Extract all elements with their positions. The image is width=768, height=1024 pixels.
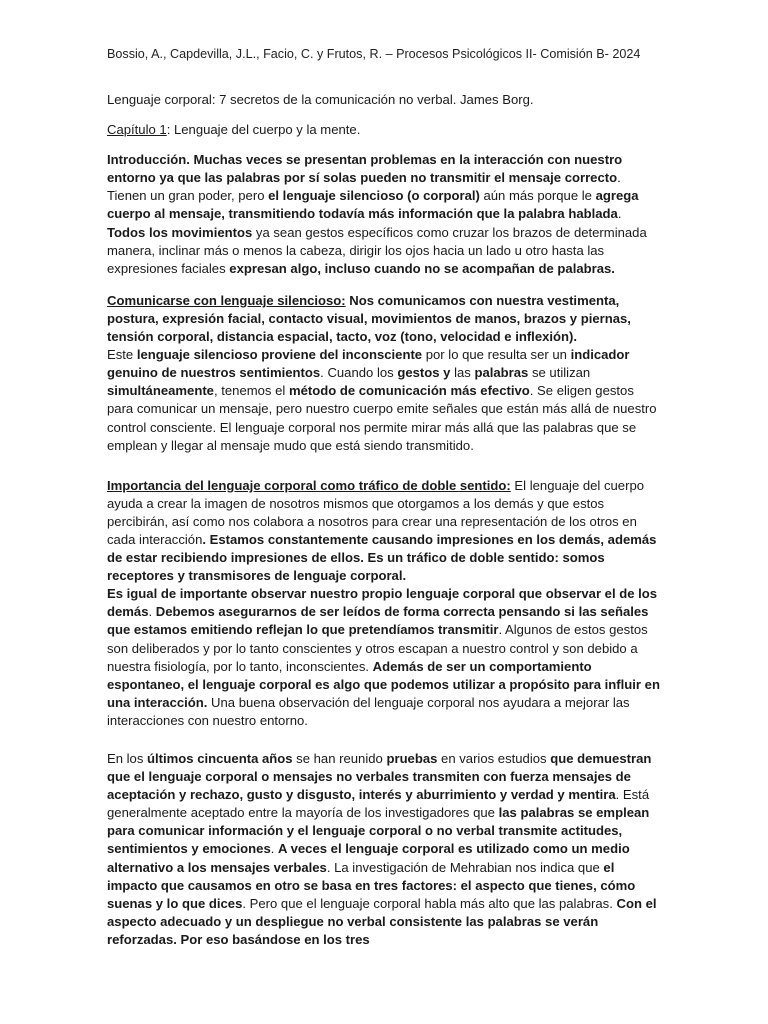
text-run: aún más porque le: [479, 188, 596, 204]
text-run: indicador genuino de nuestros sentimientos: [107, 347, 630, 381]
text-run: agrega cuerpo al mensaje, transmitiendo todavía más información que la palabra hablada: [107, 188, 639, 222]
text-run: Debemos asegurarnos de ser leídos de forma correcta pensando si las señales que estamos emitiendo reflejan lo que pretendíamos transmitir: [107, 604, 649, 638]
text-run: gestos y: [397, 365, 451, 381]
chapter-line: [107, 121, 663, 139]
text-run: en varios estudios: [437, 751, 551, 766]
section-heading: Comunicarse con lenguaje silencioso:: [107, 292, 346, 308]
silent-language-paragraph: [107, 292, 663, 455]
text-run: Introducción. Muchas veces se presentan problemas en la interacción con nuestro entorno ya que las palabras por sí solas pueden no transmitir el mensaje correcto: [107, 152, 623, 186]
text-run: Es igual de importante observar nuestro propio lenguaje corporal que observar el de los demás: [107, 586, 658, 620]
chapter-title: : Lenguaje del cuerpo y la mente.: [166, 122, 361, 138]
text-run: . Estamos constantemente causando impresiones en los demás, además de estar recibiendo impresiones de ellos. Es un tráfico de doble sentido: somos receptores y transmisores de lenguaje corporal.: [107, 531, 657, 584]
text-run: , tenemos el: [213, 383, 289, 399]
text-run: ya sean gestos específicos como cruzar los brazos de determinada manera, inclinar más o menos la cabeza, dirigir los ojos hacia un lado u otro hasta las expresiones faciales: [107, 224, 647, 276]
text-run: . Pero que el lenguaje corporal habla más alto que las palabras.: [242, 895, 617, 911]
text-run: Además de ser un comportamiento espontaneo, el lenguaje corporal es algo que podemos utilizar a propósito para influir en una interacción.: [107, 658, 660, 710]
text-run: A veces el lenguaje corporal es utilizado como un medio alternativo a los mensajes verbales: [107, 841, 630, 875]
document-title: Lenguaje corporal: 7 secretos de la comunicación no verbal. James Borg.: [107, 92, 534, 107]
text-run: lenguaje silencioso proviene del inconsciente: [136, 347, 423, 363]
text-run: el lenguaje silencioso (o corporal): [268, 188, 480, 204]
text-run: Nos comunicamos con nuestra vestimenta, postura, expresión facial, contacto visual, movimientos de manos, brazos y piernas, tensión corporal, distancia espacial, tacto, voz (tono, velocidad e inflexión).: [107, 292, 631, 345]
section-heading: Importancia del lenguaje corporal como tráfico de doble sentido:: [107, 477, 511, 493]
text-run: se utilizan: [528, 365, 591, 381]
text-run: Todos los movimientos: [107, 224, 253, 240]
text-run: palabras: [474, 365, 529, 381]
text-run: Este: [107, 347, 137, 363]
text-run: . La investigación de Mehrabian nos indica que: [326, 859, 604, 875]
page-header: Bossio, A., Capdevilla, J.L., Facio, C. y Frutos, R. – Procesos Psicológicos II- Comisión B- 2024: [107, 47, 641, 61]
intro-paragraph: [107, 151, 663, 278]
text-run: . Cuando los: [320, 365, 398, 381]
text-run: . Algunos de estos gestos son deliberados y por lo tanto conscientes y otros escapan a nuestro control y son debido a nuestra fisiología, por lo tanto, inconscientes.: [107, 622, 648, 674]
text-run: .: [148, 604, 156, 620]
text-run: expresan algo, incluso cuando no se acompañan de palabras.: [229, 260, 615, 276]
text-run: las: [450, 365, 475, 381]
text-run: .: [270, 841, 279, 857]
studies-paragraph: [107, 750, 663, 949]
text-run: simultáneamente: [107, 383, 214, 399]
text-run: se han reunido: [292, 751, 387, 766]
text-run: pruebas: [386, 751, 438, 766]
text-run: . Tienen un gran poder, pero: [107, 170, 621, 204]
text-run: .: [617, 206, 622, 222]
document-body: [107, 91, 663, 949]
text-run: En los: [107, 751, 148, 766]
text-run: . Se eligen gestos para comunicar un mensaje, pero nuestro cuerpo emite señales que están más allá de nuestro control consciente. El lenguaje corporal nos permite mirar más allá que las palabras que se emplean y llegar al mensaje mudo que está siendo transmitido.: [107, 383, 657, 453]
text-run: Una buena observación del lenguaje corporal nos ayudara a mejorar las interacciones con nuestro entorno.: [107, 694, 630, 728]
text-run: por lo que resulta ser un: [422, 347, 571, 363]
text-run: El lenguaje del cuerpo ayuda a crear la imagen de nosotros mismos que otorgamos a los demás y que estos percibirán, así como nos colabora a nosotros para crear una representación de los otros en cada interacción: [107, 477, 645, 547]
text-run: método de comunicación más efectivo: [288, 383, 530, 399]
text-run: que demuestran que el lenguaje corporal o mensajes no verbales transmiten con fuerza mensajes de aceptación y rechazo, gusto y disgusto, interés y aburrimiento y verdad y mentira: [107, 751, 652, 803]
text-run: últimos cincuenta años: [147, 751, 293, 766]
importance-paragraph: [107, 477, 663, 730]
text-run: el impacto que causamos en otro se basa en tres factores: el aspecto que tienes, cómo suenas y lo que dices: [107, 859, 636, 911]
text-run: las palabras se emplean para comunicar información y el lenguaje corporal o no verbal transmite actitudes, sentimientos y emociones: [107, 805, 650, 857]
text-run: . Está generalmente aceptado entre la mayoría de los investigadores que: [107, 787, 650, 821]
chapter-label: Capítulo 1: [107, 122, 167, 138]
text-run: Con el aspecto adecuado y un despliegue no verbal consistente las palabras se verán reforzadas. Por eso basándose en los tres: [107, 895, 657, 947]
